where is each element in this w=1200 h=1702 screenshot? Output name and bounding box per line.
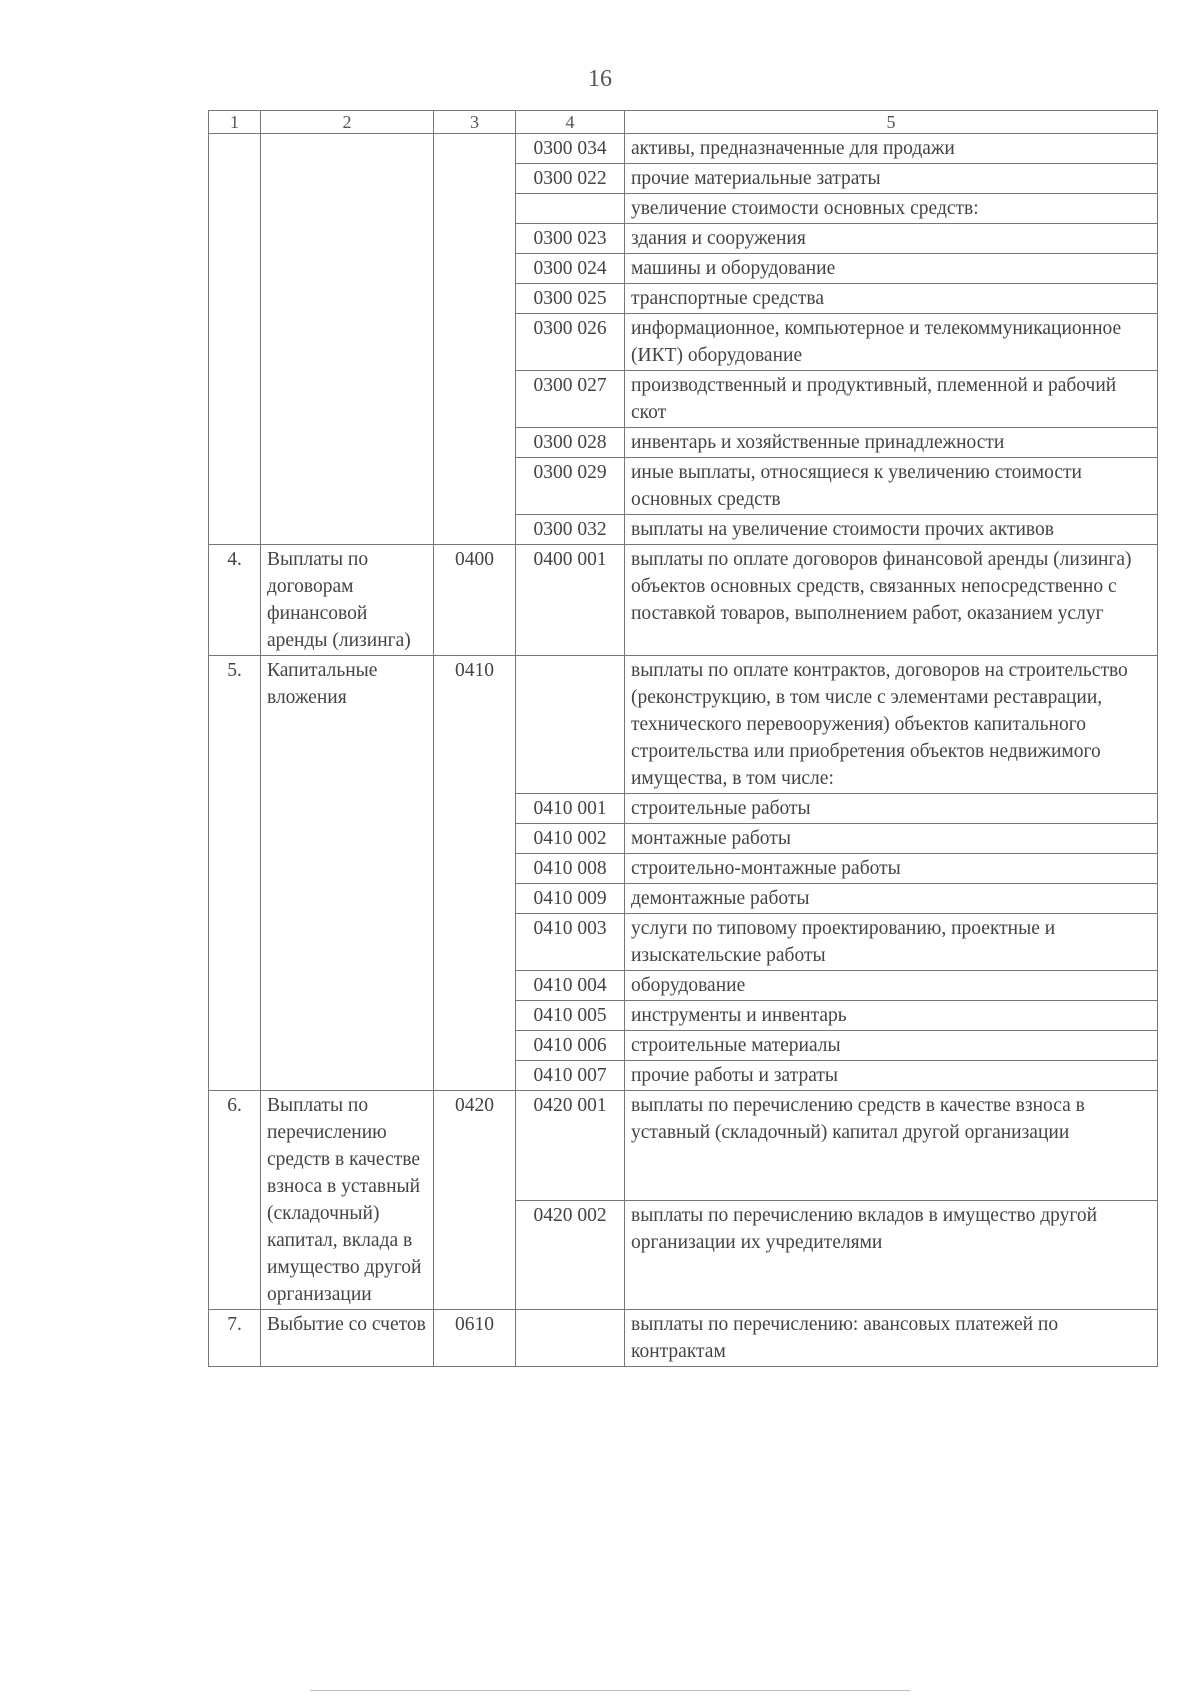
item-description: выплаты по перечислению вкладов в имущество другой организации их учредителями [625,1200,1158,1310]
item-description: выплаты на увеличение стоимости прочих активов [625,515,1158,545]
item-description: транспортные средства [625,284,1158,314]
page-number: 16 [588,66,612,92]
item-description: увеличение стоимости основных средств: [625,194,1158,224]
item-description: иные выплаты, относящиеся к увеличению стоимости основных средств [625,458,1158,515]
item-code: 0300 023 [516,224,625,254]
item-code: 0420 002 [516,1200,625,1310]
column-header: 5 [625,111,1158,134]
item-description: выплаты по оплате контрактов, договоров на строительство (реконструкцию, в том числе с элементами реставрации, технического перевооружения) объектов капитального строительства или приобретения объектов недвижимого имущества, в том числе: [625,656,1158,794]
section-code: 0410 [434,656,516,1091]
item-description: строительно-монтажные работы [625,854,1158,884]
item-code: 0300 032 [516,515,625,545]
section-code: 0610 [434,1310,516,1367]
section-code: 0400 [434,545,516,656]
item-code: 0300 028 [516,428,625,458]
item-code [516,194,625,224]
item-code: 0300 025 [516,284,625,314]
item-description: демонтажные работы [625,884,1158,914]
item-code: 0410 005 [516,1001,625,1031]
row-name-cell [261,134,434,545]
section-number: 7. [209,1310,261,1367]
item-description: производственный и продуктивный, племенной и рабочий скот [625,371,1158,428]
item-code: 0300 022 [516,164,625,194]
item-code: 0300 034 [516,134,625,164]
section-number: 6. [209,1091,261,1310]
item-description: строительные материалы [625,1031,1158,1061]
item-code: 0410 008 [516,854,625,884]
item-description: прочие работы и затраты [625,1061,1158,1091]
item-code: 0410 003 [516,914,625,971]
item-code [516,1310,625,1367]
section-code: 0420 [434,1091,516,1310]
section-row [209,545,1158,656]
item-code: 0300 026 [516,314,625,371]
section-name: Выплаты по договорам финансовой аренды (лизинга) [261,545,434,656]
table-row [209,134,1158,164]
item-description: машины и оборудование [625,254,1158,284]
item-description: выплаты по перечислению средств в качестве взноса в уставный (складочный) капитал другой организации [625,1091,1158,1201]
item-code: 0410 001 [516,794,625,824]
item-description: инвентарь и хозяйственные принадлежности [625,428,1158,458]
item-code: 0410 009 [516,884,625,914]
payments-table [208,110,1158,1367]
column-header: 3 [434,111,516,134]
section-row [209,1310,1158,1367]
item-description: информационное, компьютерное и телекоммуникационное (ИКТ) оборудование [625,314,1158,371]
column-header: 1 [209,111,261,134]
item-code: 0410 006 [516,1031,625,1061]
item-code: 0300 029 [516,458,625,515]
item-code: 0410 004 [516,971,625,1001]
item-description: здания и сооружения [625,224,1158,254]
section-name: Капитальные вложения [261,656,434,1091]
item-code: 0300 027 [516,371,625,428]
item-description: инструменты и инвентарь [625,1001,1158,1031]
section-name: Выплаты по перечислению средств в качестве взноса в уставный (складочный) капитал, вклада в имущество другой организации [261,1091,434,1310]
item-description: выплаты по оплате договоров финансовой аренды (лизинга) объектов основных средств, связанных непосредственно с поставкой товаров, выполнением работ, оказанием услуг [625,545,1158,656]
item-description: монтажные работы [625,824,1158,854]
item-code: 0400 001 [516,545,625,656]
item-code: 0420 001 [516,1091,625,1201]
row-number-cell [209,134,261,545]
item-code: 0410 007 [516,1061,625,1091]
item-description: прочие материальные затраты [625,164,1158,194]
item-description: строительные работы [625,794,1158,824]
row-code-cell [434,134,516,545]
table-header-row [209,111,1158,134]
item-description: выплаты по перечислению: авансовых платежей по контрактам [625,1310,1158,1367]
item-code: 0410 002 [516,824,625,854]
item-code: 0300 024 [516,254,625,284]
section-number: 5. [209,656,261,1091]
section-name: Выбытие со счетов [261,1310,434,1367]
page-bottom-line [310,1690,910,1691]
column-header: 2 [261,111,434,134]
item-description: оборудование [625,971,1158,1001]
item-description: активы, предназначенные для продажи [625,134,1158,164]
column-header: 4 [516,111,625,134]
section-number: 4. [209,545,261,656]
item-description: услуги по типовому проектированию, проектные и изыскательские работы [625,914,1158,971]
section-row [209,1091,1158,1201]
section-row [209,656,1158,794]
item-code [516,656,625,794]
